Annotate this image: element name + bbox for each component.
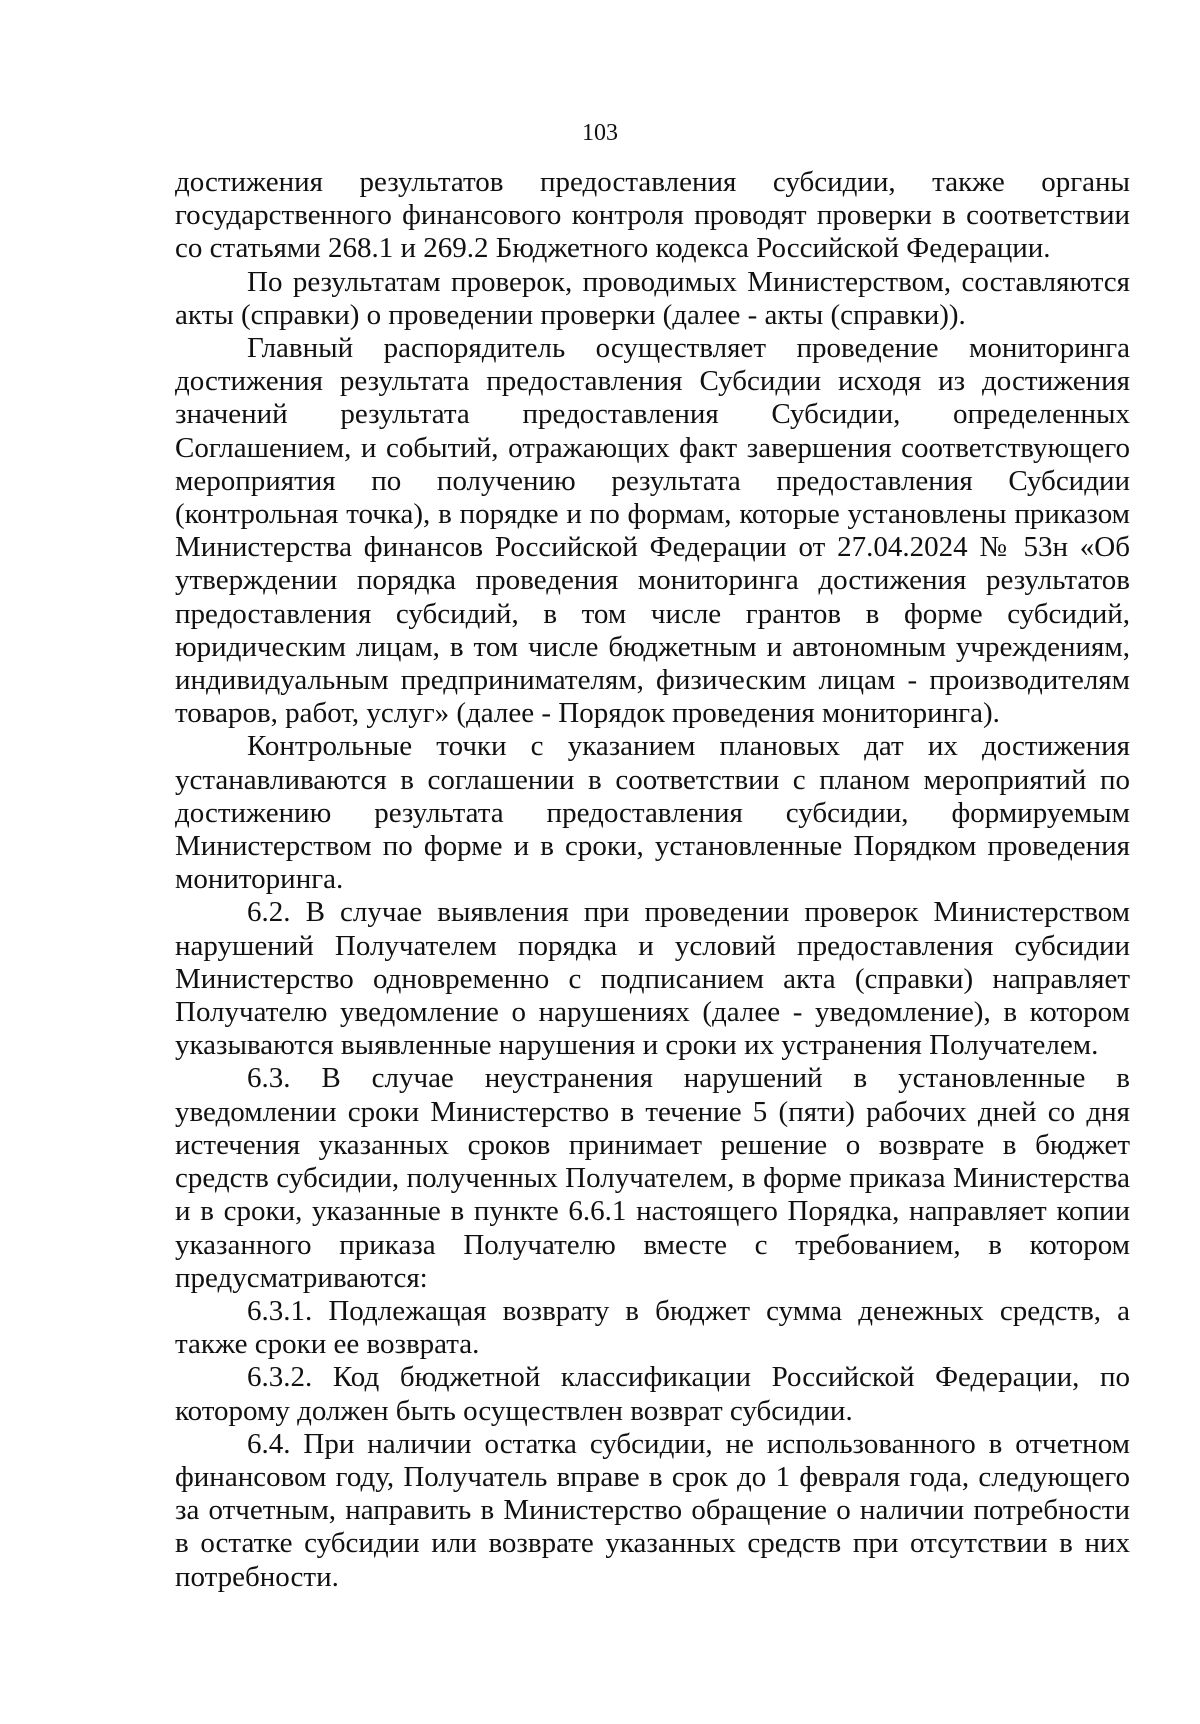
page-number: 103	[582, 120, 618, 146]
paragraph-monitoring: Главный распорядитель осуществляет проведение мониторинга достижения результата предоставления Субсидии исходя из достижения значений результата предоставления Субсидии, определенных Соглашением, и событий, отражающих факт завершения соответствующего мероприятия по получению результата предоставления Субсидии (контрольная точка), в порядке и по формам, которые установлены приказом Министерства финансов Российской Федерации от 27.04.2024 № 53н «Об утверждении порядка проведения мониторинга достижения результатов предоставления субсидий, в том числе грантов в форме субсидий, юридическим лицам, в том числе бюджетным и автономным учреждениям, индивидуальным предпринимателям, физическим лицам - производителям товаров, работ, услуг» (далее - Порядок проведения мониторинга).	[175, 332, 1130, 730]
paragraph-6-4: 6.4. При наличии остатка субсидии, не использованного в отчетном финансовом году, Получатель вправе в срок до 1 февраля года, следующего за отчетным, направить в Министерство обращение о наличии потребности в остатке субсидии или возврате указанных средств при отсутствии в них потребности.	[175, 1427, 1130, 1593]
paragraph-continuation: достижения результатов предоставления субсидии, также органы государственного финансового контроля проводят проверки в соответствии со статьями 268.1 и 269.2 Бюджетного кодекса Российской Федерации.	[175, 166, 1130, 265]
paragraph-6-2: 6.2. В случае выявления при проведении проверок Министерством нарушений Получателем порядка и условий предоставления субсидии Министерство одновременно с подписанием акта (справки) направляет Получателю уведомление о нарушениях (далее - уведомление), в котором указываются выявленные нарушения и сроки их устранения Получателем.	[175, 896, 1130, 1062]
paragraph-6-3-1: 6.3.1. Подлежащая возврату в бюджет сумма денежных средств, а также сроки ее возврата.	[175, 1294, 1130, 1361]
paragraph-inspection-acts: По результатам проверок, проводимых Министерством, составляются акты (справки) о проведении проверки (далее - акты (справки)).	[175, 265, 1130, 331]
paragraph-6-3-2: 6.3.2. Код бюджетной классификации Российской Федерации, по которому должен быть осуществлен возврат субсидии.	[175, 1361, 1130, 1427]
paragraph-6-3: 6.3. В случае неустранения нарушений в установленные в уведомлении сроки Министерство в течение 5 (пяти) рабочих дней со дня истечения указанных сроков принимает решение о возврате в бюджет средств субсидии, полученных Получателем, в форме приказа Министерства и в сроки, указанные в пункте 6.6.1 настоящего Порядка, направляет копии указанного приказа Получателю вместе с требованием, в котором предусматриваются:	[175, 1062, 1130, 1294]
document-body	[175, 166, 1130, 1594]
paragraph-control-points: Контрольные точки с указанием плановых дат их достижения устанавливаются в соглашении в соответствии с планом мероприятий по достижению результата предоставления субсидии, формируемым Министерством по форме и в сроки, установленные Порядком проведения мониторинга.	[175, 730, 1130, 896]
